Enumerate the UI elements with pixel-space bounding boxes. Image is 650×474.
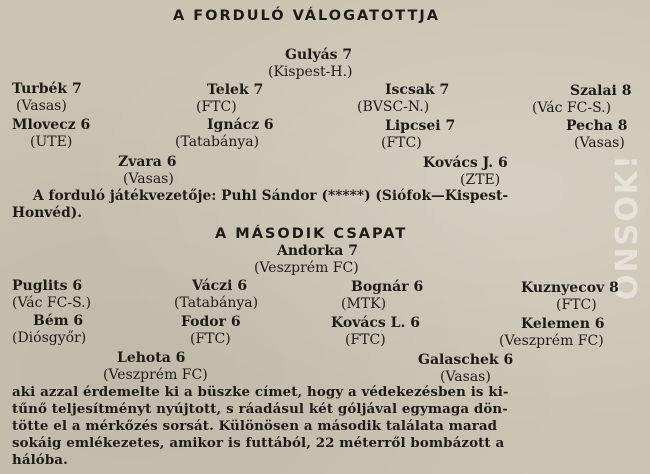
player-club: (ZTE) (460, 172, 501, 188)
player-name: Zvara 6 (118, 154, 177, 170)
player-name: Gulyás 7 (285, 47, 353, 63)
player-name: Bém 6 (33, 313, 84, 329)
player-club: (Kispest-H.) (268, 64, 353, 80)
player-club: (BVSC-N.) (357, 99, 430, 115)
player-name: Szalai 8 (570, 83, 632, 99)
paragraph-line: aki azzal érdemelte ki a büszke címet, hogy a védekezésben is ki- (12, 384, 509, 400)
player-name: Galaschek 6 (418, 352, 514, 368)
player-name: Kuznyecov 8 (521, 280, 619, 296)
player-club: (Diósgyőr) (12, 330, 87, 346)
player-club: (UTE) (30, 134, 73, 150)
player-name: Pecha 8 (566, 118, 628, 134)
player-name: Ignácz 6 (207, 117, 274, 133)
player-club: (Veszprém FC) (499, 333, 604, 349)
paragraph-line: hálóba. (12, 452, 68, 468)
article-paragraph (12, 384, 636, 469)
player-name: Váczi 6 (192, 278, 248, 294)
player-name: Kovács J. 6 (423, 155, 508, 171)
player-name: Kovács L. 6 (331, 315, 421, 331)
player-club: (Vasas) (123, 171, 174, 187)
player-name: Bognár 6 (351, 279, 424, 295)
player-name: Mlovecz 6 (12, 117, 91, 133)
referee-line: A forduló játékvezetője: Puhl Sándor (*****) (Siófok—Kispest- (33, 188, 509, 204)
player-club: (FTC) (381, 135, 422, 151)
player-name: Iscsak 7 (385, 82, 450, 98)
player-name: Puglits 6 (12, 278, 83, 294)
player-club: (Vasas) (440, 369, 491, 385)
referee-line: Honvéd). (12, 205, 83, 221)
player-club: (Veszprém FC) (103, 367, 208, 383)
player-name: Turbék 7 (12, 81, 82, 97)
section-title-second-team: A MÁSODIK CSAPAT (215, 226, 408, 242)
background-bleed-text: ONSOK! (610, 153, 645, 300)
player-name: Kelemen 6 (521, 316, 605, 332)
player-club: (Vasas) (574, 135, 625, 151)
player-club: (Vác FC-S.) (532, 100, 612, 116)
player-club: (FTC) (190, 331, 231, 347)
player-club: (Veszprém FC) (254, 260, 359, 276)
section-title-team-of-round: A FORDULÓ VÁLOGATOTTJA (173, 8, 441, 24)
player-club: (FTC) (345, 332, 386, 348)
paragraph-line: tötte el a mérkőzés sorsát. Különösen a második találata marad (12, 418, 498, 434)
player-name: Andorka 7 (277, 243, 358, 259)
player-club: (FTC) (556, 297, 597, 313)
player-name: Lehota 6 (117, 350, 186, 366)
paragraph-line: tűnő teljesítményt nyújtott, s ráadásul két góljával egymaga dön- (12, 401, 508, 417)
player-club: (Tatabánya) (175, 134, 260, 150)
player-name: Telek 7 (207, 82, 264, 98)
player-club: (MTK) (341, 296, 387, 312)
player-club: (Vasas) (16, 98, 67, 114)
player-club: (FTC) (196, 99, 237, 115)
player-club: (Tatabánya) (174, 295, 259, 311)
paragraph-line: sokáig emlékezetes, amikor is futtából, 22 méterről bombázott a (12, 435, 505, 451)
player-name: Fodor 6 (181, 314, 241, 330)
player-name: Lipcsei 7 (385, 118, 456, 134)
player-club: (Vác FC-S.) (12, 295, 92, 311)
